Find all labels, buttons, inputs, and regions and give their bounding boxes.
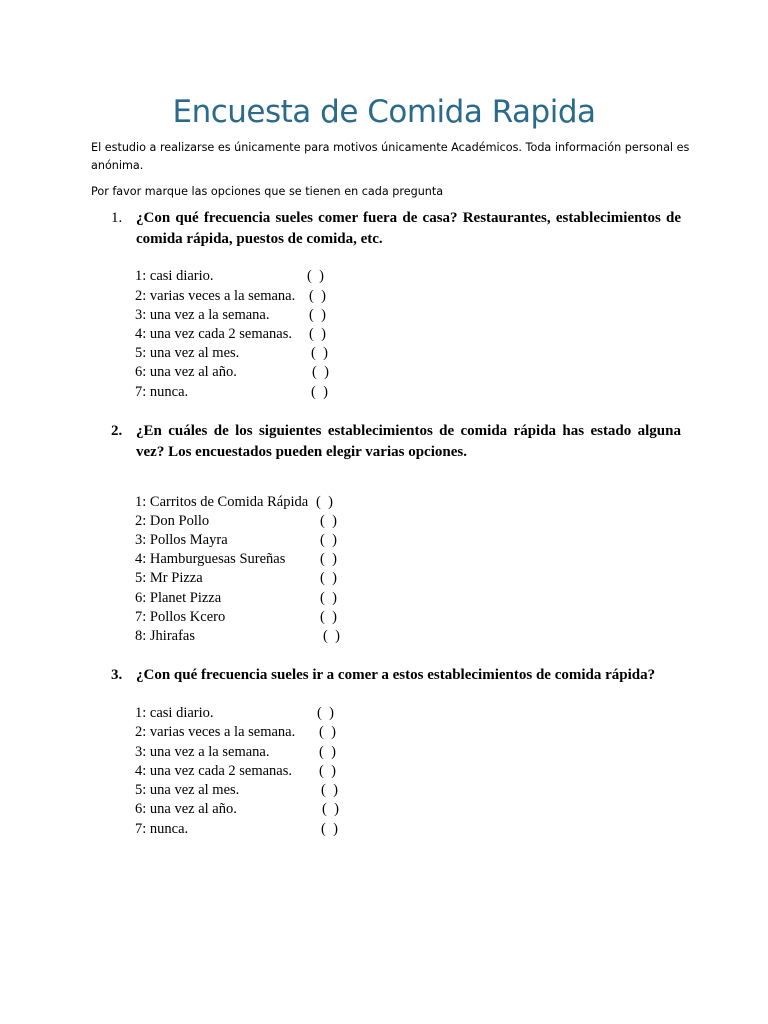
question-1 bbox=[111, 208, 681, 250]
intro-text: El estudio a realizarse es únicamente para motivos únicamente Académicos. Toda información personal es anónima. bbox=[91, 141, 690, 172]
option-checkbox[interactable]: ( ) bbox=[320, 609, 337, 625]
question-text: ¿En cuáles de los siguientes establecimientos de comida rápida has estado alguna vez? Los encuestados pueden elegir varias opciones. bbox=[136, 423, 681, 460]
option-checkbox[interactable]: ( ) bbox=[307, 268, 324, 284]
option-label: 1: Carritos de Comida Rápida bbox=[135, 494, 309, 510]
option-checkbox[interactable]: ( ) bbox=[319, 724, 336, 740]
option-label: 2: varias veces a la semana. bbox=[135, 288, 296, 304]
option-label: 4: una vez cada 2 semanas. bbox=[135, 326, 293, 342]
option-checkbox[interactable]: ( ) bbox=[320, 590, 337, 606]
option-checkbox[interactable]: ( ) bbox=[317, 705, 334, 721]
question-2 bbox=[111, 421, 681, 463]
option-label: 3: una vez a la semana. bbox=[135, 307, 270, 323]
option-label: 4: una vez cada 2 semanas. bbox=[135, 763, 293, 779]
option-label: 2: varias veces a la semana. bbox=[135, 724, 296, 740]
option-label: 5: una vez al mes. bbox=[135, 782, 240, 798]
question-3 bbox=[111, 665, 681, 686]
option-checkbox[interactable]: ( ) bbox=[320, 551, 337, 567]
option-checkbox[interactable]: ( ) bbox=[316, 494, 333, 510]
question-text: ¿Con qué frecuencia sueles comer fuera de casa? Restaurantes, establecimientos de comida rápida, puestos de comida, etc. bbox=[136, 210, 681, 247]
option-label: 2: Don Pollo bbox=[135, 513, 210, 529]
option-checkbox[interactable]: ( ) bbox=[321, 782, 338, 798]
option-label: 3: Pollos Mayra bbox=[135, 532, 228, 548]
option-checkbox[interactable]: ( ) bbox=[319, 763, 336, 779]
option-checkbox[interactable]: ( ) bbox=[311, 384, 328, 400]
option-checkbox[interactable]: ( ) bbox=[320, 570, 337, 586]
option-checkbox[interactable]: ( ) bbox=[309, 326, 326, 342]
option-label: 5: Mr Pizza bbox=[135, 570, 203, 586]
option-checkbox[interactable]: ( ) bbox=[323, 628, 340, 644]
instructions-text: Por favor marque las opciones que se tienen en cada pregunta bbox=[91, 185, 444, 198]
option-label: 6: una vez al año. bbox=[135, 801, 237, 817]
option-checkbox[interactable]: ( ) bbox=[321, 821, 338, 837]
option-checkbox[interactable]: ( ) bbox=[320, 513, 337, 529]
option-checkbox[interactable]: ( ) bbox=[322, 801, 339, 817]
option-label: 1: casi diario. bbox=[135, 705, 214, 721]
option-checkbox[interactable]: ( ) bbox=[311, 345, 328, 361]
option-label: 6: Planet Pizza bbox=[135, 590, 222, 606]
option-label: 7: nunca. bbox=[135, 384, 189, 400]
option-label: 5: una vez al mes. bbox=[135, 345, 240, 361]
question-number: 1. bbox=[111, 210, 123, 226]
option-checkbox[interactable]: ( ) bbox=[319, 744, 336, 760]
option-checkbox[interactable]: ( ) bbox=[320, 532, 337, 548]
option-label: 8: Jhirafas bbox=[135, 628, 195, 644]
question-number: 2. bbox=[111, 423, 123, 439]
option-checkbox[interactable]: ( ) bbox=[312, 364, 329, 380]
question-number: 3. bbox=[111, 667, 123, 683]
option-label: 7: nunca. bbox=[135, 821, 189, 837]
option-checkbox[interactable]: ( ) bbox=[309, 288, 326, 304]
page-title: Encuesta de Comida Rapida bbox=[172, 94, 596, 130]
question-text: ¿Con qué frecuencia sueles ir a comer a estos establecimientos de comida rápida? bbox=[136, 667, 656, 683]
option-label: 1: casi diario. bbox=[135, 268, 214, 284]
option-checkbox[interactable]: ( ) bbox=[309, 307, 326, 323]
option-label: 6: una vez al año. bbox=[135, 364, 237, 380]
option-label: 3: una vez a la semana. bbox=[135, 744, 270, 760]
option-label: 7: Pollos Kcero bbox=[135, 609, 226, 625]
option-label: 4: Hamburguesas Sureñas bbox=[135, 551, 286, 567]
